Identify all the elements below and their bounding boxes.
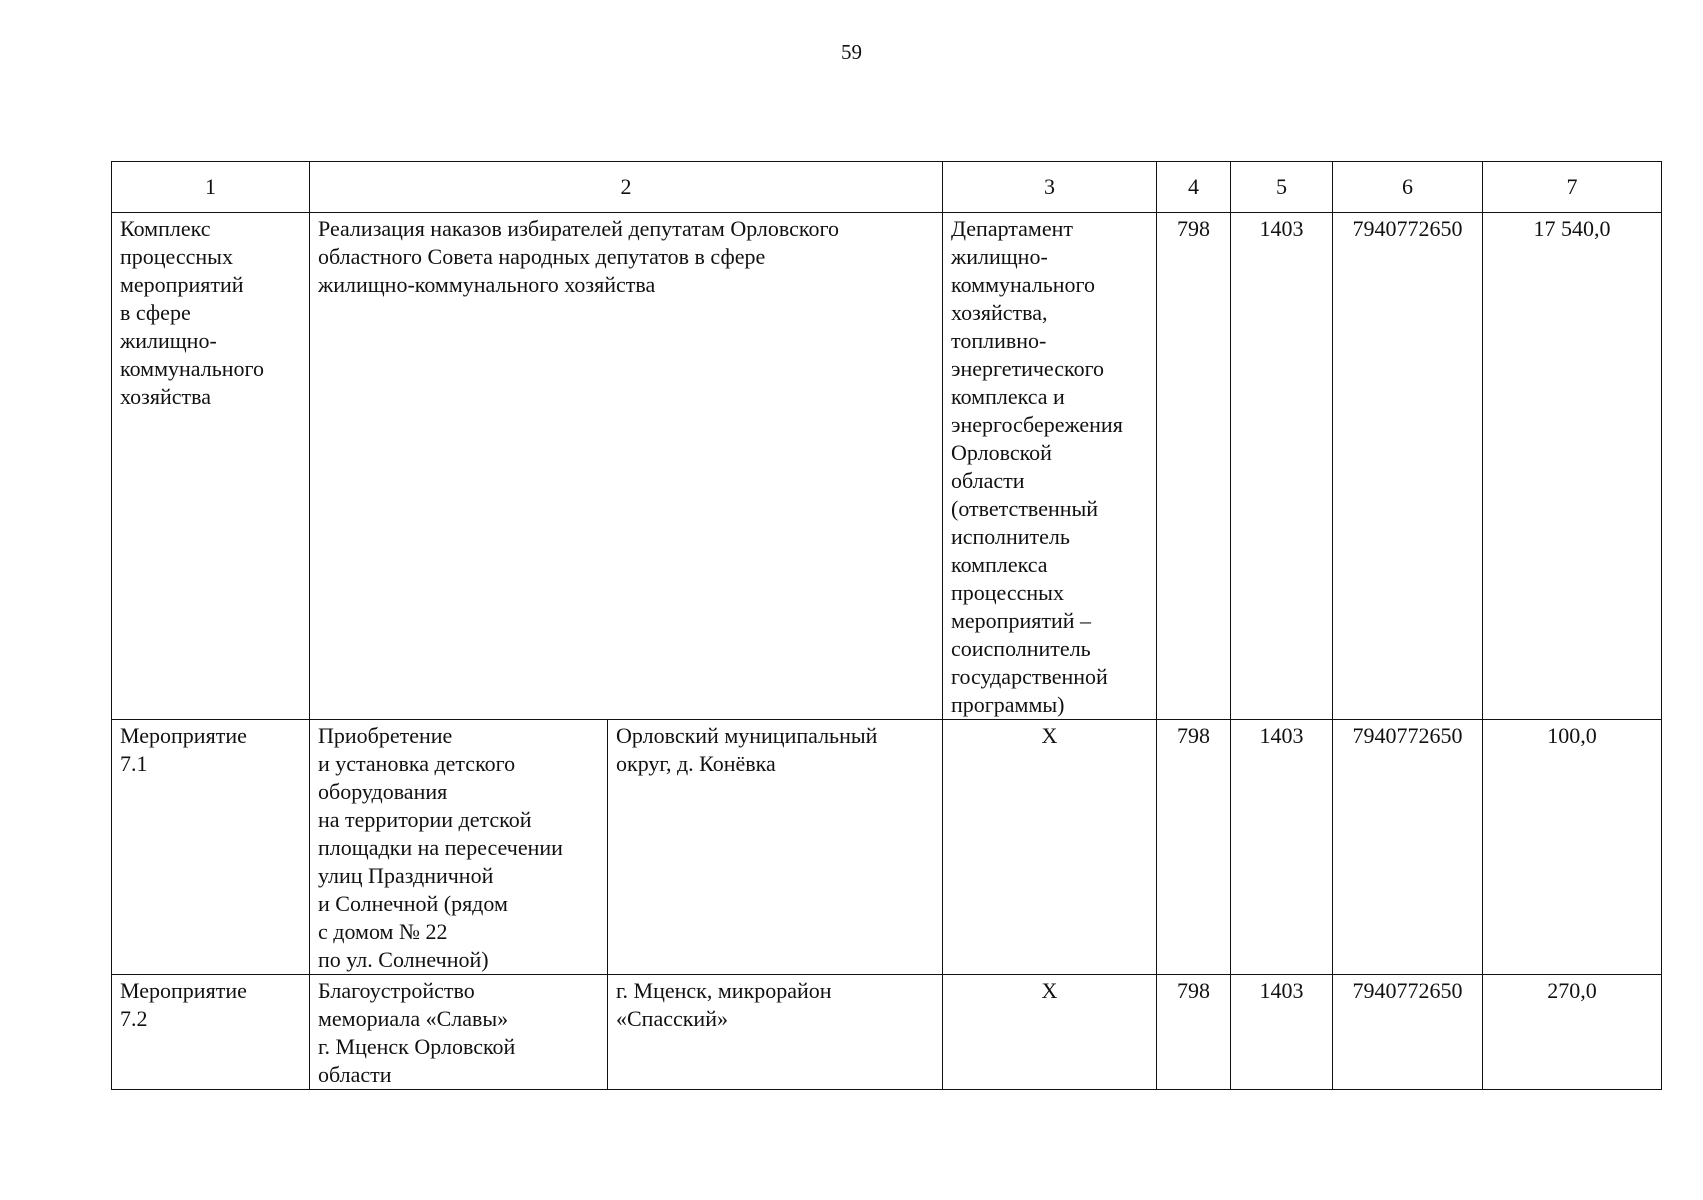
event-name-cell: Мероприятие 7.2: [112, 975, 310, 1090]
header-cell: 1: [112, 162, 310, 213]
header-cell: 2: [310, 162, 943, 213]
section-cell: 1403: [1231, 213, 1333, 720]
table-header-row: [112, 162, 1662, 213]
header-cell: 4: [1157, 162, 1231, 213]
event-location-cell: г. Мценск, микрорайон «Спасский»: [608, 975, 943, 1090]
code-cell: 798: [1157, 213, 1231, 720]
event-location-cell: Орловский муниципальный округ, д. Конёвка: [608, 720, 943, 975]
code-cell: 798: [1157, 975, 1231, 1090]
amount-cell: 100,0: [1483, 720, 1662, 975]
header-cell: 3: [943, 162, 1157, 213]
target-article-cell: 7940772650: [1333, 975, 1483, 1090]
header-cell: 7: [1483, 162, 1662, 213]
executor-cell: Х: [943, 975, 1157, 1090]
code-cell: 798: [1157, 720, 1231, 975]
responsible-executor-cell: Департамент жилищно- коммунального хозяйства, топливно- энергетического комплекса и энергосбережения Орловской области (ответственный исполнитель комплекса процессных мероприятий – соисполнитель государственной программы): [943, 213, 1157, 720]
target-article-cell: 7940772650: [1333, 213, 1483, 720]
table-row: [112, 213, 1662, 720]
program-table: [111, 161, 1662, 1090]
table-row: [112, 975, 1662, 1090]
amount-cell: 270,0: [1483, 975, 1662, 1090]
complex-description-cell: Реализация наказов избирателей депутатам Орловского областного Совета народных депутатов в сфере жилищно-коммунального хозяйства: [310, 213, 943, 720]
header-cell: 5: [1231, 162, 1333, 213]
event-description-cell: Приобретение и установка детского оборудования на территории детской площадки на пересечении улиц Праздничной и Солнечной (рядом с домом № 22 по ул. Солнечной): [310, 720, 608, 975]
table-row: [112, 720, 1662, 975]
complex-name-cell: Комплекс процессных мероприятий в сфере жилищно- коммунального хозяйства: [112, 213, 310, 720]
event-description-cell: Благоустройство мемориала «Славы» г. Мценск Орловской области: [310, 975, 608, 1090]
header-cell: 6: [1333, 162, 1483, 213]
event-name-cell: Мероприятие 7.1: [112, 720, 310, 975]
amount-cell: 17 540,0: [1483, 213, 1662, 720]
target-article-cell: 7940772650: [1333, 720, 1483, 975]
section-cell: 1403: [1231, 720, 1333, 975]
section-cell: 1403: [1231, 975, 1333, 1090]
page-number: 59: [841, 40, 862, 64]
executor-cell: Х: [943, 720, 1157, 975]
